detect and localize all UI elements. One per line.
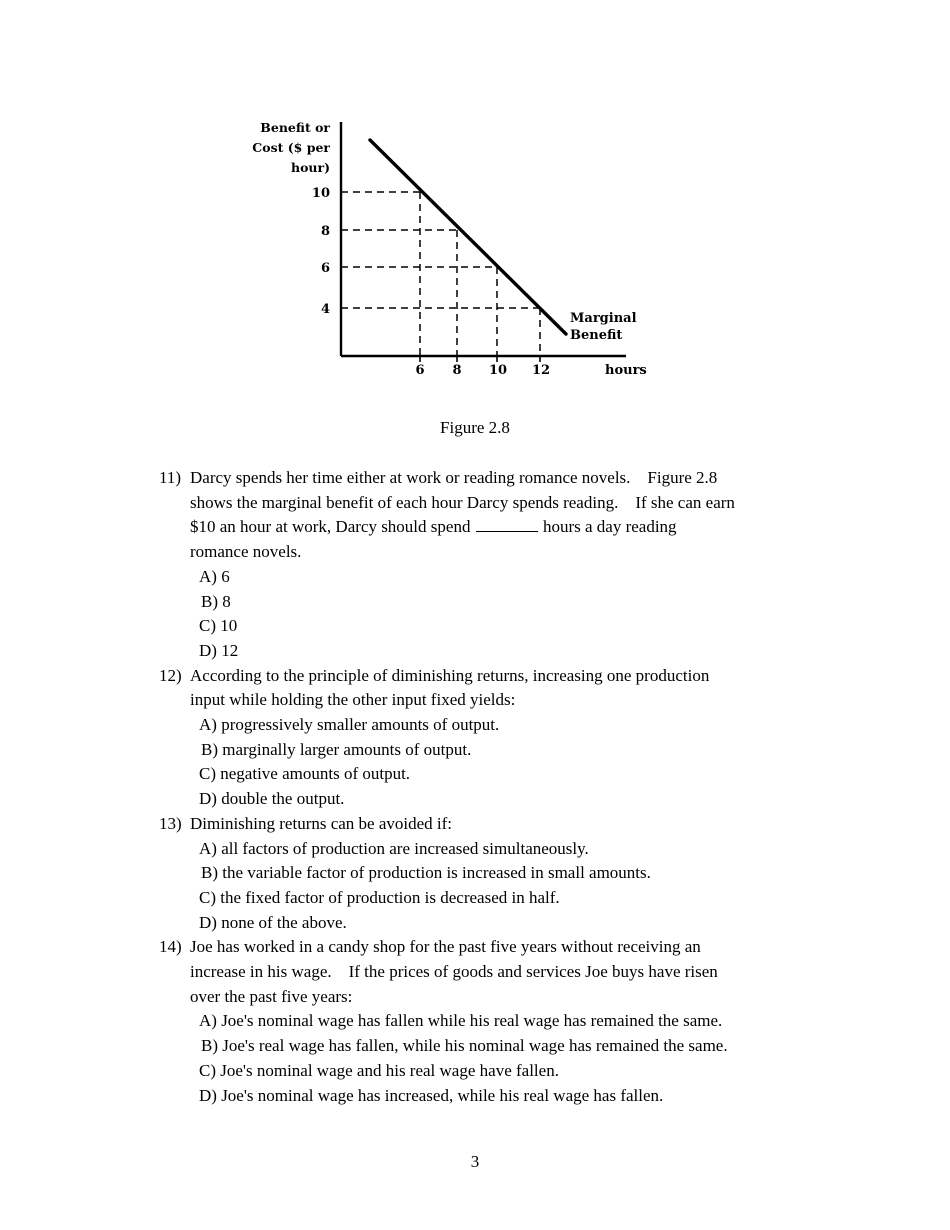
x-axis-title: hours (605, 363, 647, 378)
option-14-a[interactable]: A) Joe's nominal wage has fallen while his real wage has remained the same. (199, 1011, 723, 1031)
answer-blank[interactable] (476, 518, 538, 532)
question-14-text (190, 935, 779, 1009)
question-11-line-2: shows the marginal benefit of each hour Darcy spends reading. If she can earn (190, 492, 735, 512)
option-12-d[interactable]: D) double the output. (199, 789, 345, 809)
question-14-line-2: increase in his wage. If the prices of goods and services Joe buys have risen (190, 962, 718, 982)
question-14-line-3: over the past five years: (190, 986, 353, 1006)
question-12-number: 12) (159, 665, 182, 685)
question-13-stem (159, 812, 779, 837)
ytick-label-10: 10 (311, 186, 330, 201)
question-14-line-1: Joe has worked in a candy shop for the past five years without receiving an (190, 937, 701, 957)
figure-2-8 (0, 0, 950, 400)
question-13 (159, 812, 779, 936)
question-12-line-2: input while holding the other input fixed yields: (190, 690, 516, 710)
ytick-label-8: 8 (320, 224, 330, 239)
option-14-d[interactable]: D) Joe's nominal wage has increased, while his real wage has fallen. (199, 1085, 664, 1105)
option-14-c[interactable]: C) Joe's nominal wage and his real wage have fallen. (199, 1060, 559, 1080)
option-12-a[interactable]: A) progressively smaller amounts of output. (199, 715, 500, 735)
question-11 (159, 466, 779, 664)
question-11-stem (159, 466, 779, 565)
question-11-line-3 (190, 515, 779, 540)
option-12-b[interactable]: B) marginally larger amounts of output. (201, 739, 472, 759)
question-11-text (190, 466, 779, 565)
question-11-line-3-head: $10 an hour at work, Darcy should spend (190, 517, 475, 537)
option-11-d[interactable]: D) 12 (199, 640, 239, 660)
question-list (159, 466, 779, 1108)
ytick-label-4: 4 (320, 302, 330, 317)
xtick-label-10: 10 (488, 363, 508, 378)
question-13-text (190, 812, 779, 837)
ytick-label-6: 6 (320, 261, 330, 276)
question-14-options (159, 1009, 779, 1108)
question-12-text (190, 664, 779, 713)
option-13-a[interactable]: A) all factors of production are increased simultaneously. (199, 838, 589, 858)
question-13-number: 13) (159, 813, 182, 833)
option-13-c[interactable]: C) the fixed factor of production is decreased in half. (199, 887, 560, 907)
xtick-label-6: 6 (415, 363, 425, 378)
question-14 (159, 935, 779, 1108)
question-13-line-1: Diminishing returns can be avoided if: (190, 813, 453, 833)
series-label-line-2: Benefit (570, 328, 623, 343)
option-11-b[interactable]: B) 8 (201, 591, 231, 611)
question-14-stem (159, 935, 779, 1009)
question-12-line-1: According to the principle of diminishing returns, increasing one production (190, 665, 710, 685)
question-11-options (159, 565, 779, 664)
series-label-line-1: Marginal (570, 311, 637, 326)
xtick-label-12: 12 (531, 363, 551, 378)
marginal-benefit-chart (0, 0, 950, 400)
question-12 (159, 664, 779, 812)
question-11-number: 11) (159, 468, 182, 487)
question-13-options (159, 837, 779, 936)
figure-caption: Figure 2.8 (440, 418, 510, 437)
xtick-label-8: 8 (452, 363, 462, 378)
option-14-b[interactable]: B) Joe's real wage has fallen, while his nominal wage has remained the same. (201, 1036, 728, 1056)
y-axis-title-line-1: Benefit or (260, 120, 330, 135)
option-11-c[interactable]: C) 10 (199, 616, 238, 636)
option-13-d[interactable]: D) none of the above. (199, 912, 347, 932)
question-11-line-1: Darcy spends her time either at work or reading romance novels. Figure 2.8 (190, 468, 718, 487)
y-axis-title-line-3: hour) (290, 160, 330, 175)
question-11-line-4: romance novels. (190, 542, 302, 562)
question-12-options (159, 713, 779, 812)
y-axis-title-line-2: Cost ($ per (252, 140, 330, 155)
page-number: 3 (470, 1152, 480, 1171)
question-12-stem (159, 664, 779, 713)
option-12-c[interactable]: C) negative amounts of output. (199, 764, 411, 784)
question-14-number: 14) (159, 937, 182, 957)
marginal-benefit-line (370, 140, 566, 334)
option-13-b[interactable]: B) the variable factor of production is increased in small amounts. (201, 863, 651, 883)
option-11-a[interactable]: A) 6 (199, 566, 230, 586)
question-11-line-3-tail: hours a day reading (538, 517, 677, 537)
